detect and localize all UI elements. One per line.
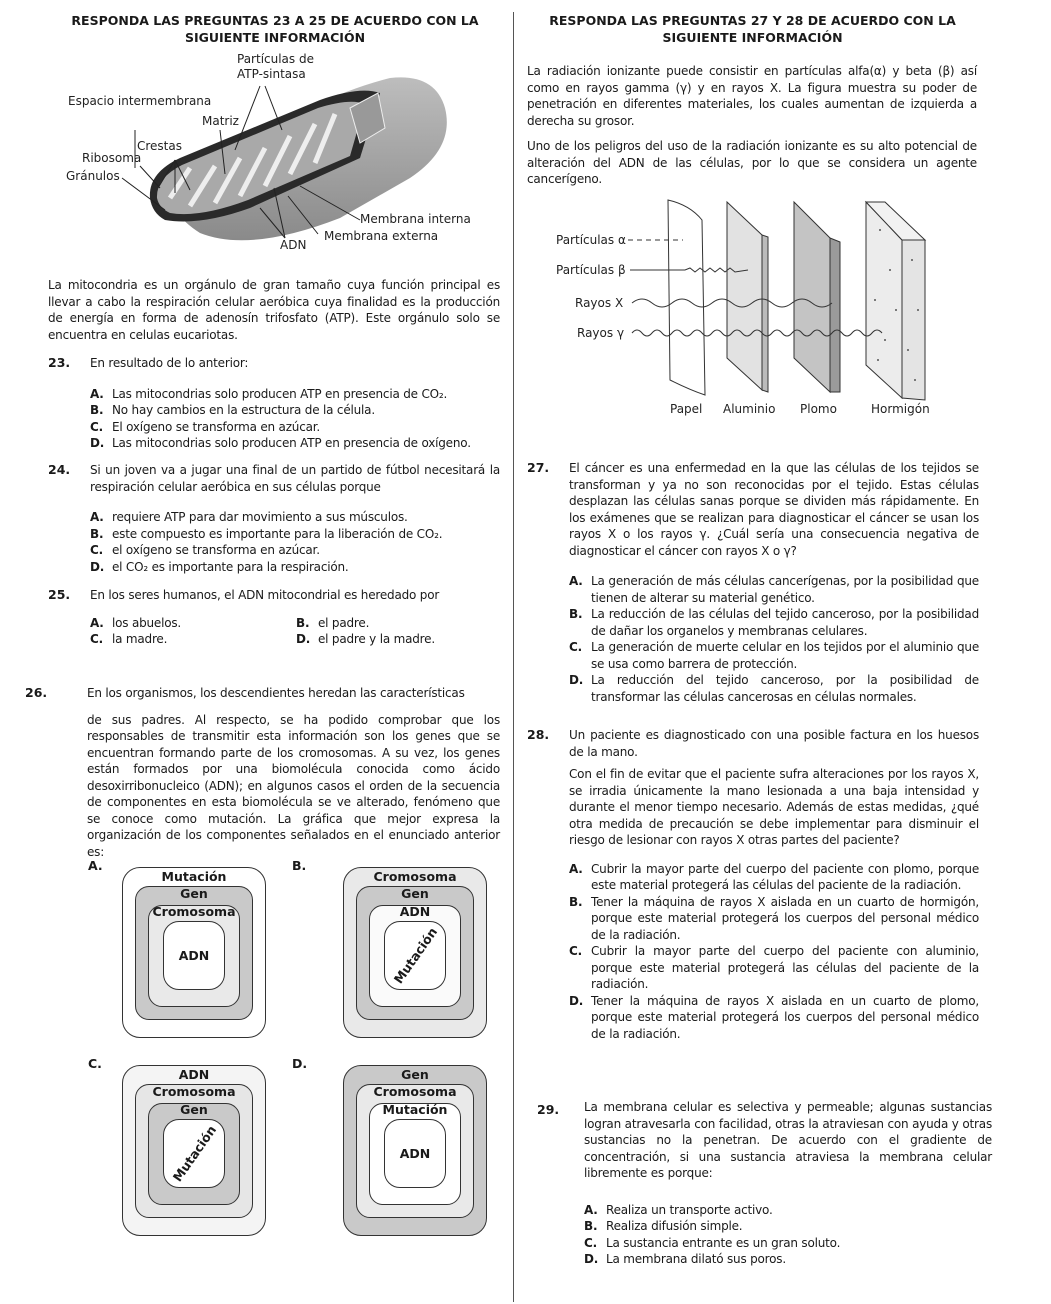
label-gamma: Rayos γ bbox=[577, 326, 625, 340]
lead-panel bbox=[794, 202, 830, 392]
level-label: Gen bbox=[401, 886, 429, 901]
header-line: RESPONDA LAS PREGUNTAS 23 A 25 DE ACUERDO CON LA bbox=[71, 13, 479, 28]
diagram-d-letter: D. bbox=[292, 1056, 308, 1071]
option-text: Tener la máquina de rayos X aislada en un cuarto de hormigón, porque este material protegerá los cuerpos del personal médico de la radiación. bbox=[591, 894, 979, 942]
option-letter: C. bbox=[569, 640, 582, 654]
option-c[interactable] bbox=[90, 631, 296, 648]
option-d[interactable] bbox=[569, 672, 979, 705]
diagram-option-d[interactable] bbox=[343, 1065, 487, 1236]
option-letter: C. bbox=[584, 1235, 597, 1250]
label-beta: Partículas β bbox=[556, 263, 626, 277]
option-text: La reducción de las células del tejido canceroso, por la posibilidad de dañar los organelos y membranas celulares. bbox=[591, 607, 979, 638]
question-number: 28. bbox=[527, 727, 550, 742]
option-text: la madre. bbox=[112, 632, 168, 646]
label-matrix: Matriz bbox=[202, 114, 239, 128]
option-a[interactable] bbox=[569, 861, 979, 894]
option-text: Realiza difusión simple. bbox=[606, 1219, 743, 1233]
question-text-continued: Con el fin de evitar que el paciente sufra alteraciones por los rayos X, se irradia únicamente la mano lesionada a una baja intensidad y durante el menor tiempo necesario. Además de estas medidas, ¿qué otra medida de precaución se debe implementar para disminuir el riesgo de lesionar con rayos X otras partes del paciente? bbox=[569, 767, 979, 847]
question-number: 24. bbox=[48, 462, 71, 477]
question-number: 25. bbox=[48, 587, 71, 602]
option-a[interactable] bbox=[569, 573, 979, 606]
option-a[interactable] bbox=[584, 1202, 992, 1219]
option-d[interactable] bbox=[296, 631, 496, 648]
option-text: este compuesto es importante para la liberación de CO₂. bbox=[112, 526, 443, 541]
label-inner-membrane: Membrana interna bbox=[360, 212, 471, 226]
option-letter: D. bbox=[90, 559, 105, 574]
label-atp-particles: Partículas de bbox=[237, 52, 314, 66]
option-letter: D. bbox=[584, 1252, 599, 1266]
question-number: 26. bbox=[25, 685, 48, 700]
diagram-option-a[interactable] bbox=[122, 867, 266, 1038]
diagram-c-letter: C. bbox=[88, 1056, 102, 1071]
label-outer-membrane: Membrana externa bbox=[324, 229, 439, 243]
question-number: 29. bbox=[537, 1102, 560, 1117]
option-d[interactable] bbox=[90, 559, 500, 576]
option-letter: A. bbox=[584, 1202, 598, 1217]
question-number: 23. bbox=[48, 355, 71, 370]
option-c[interactable] bbox=[90, 542, 500, 559]
header-line: RESPONDA LAS PREGUNTAS 27 Y 28 DE ACUERDO CON LA bbox=[549, 13, 956, 28]
diagram-b-letter: B. bbox=[292, 858, 307, 873]
column-divider bbox=[513, 12, 514, 1302]
question-27 bbox=[527, 460, 979, 705]
option-letter: D. bbox=[569, 673, 584, 687]
question-text: La membrana celular es selectiva y permeable; algunas sustancias logran atravesarla con facilidad, otras la atraviesan con ayuda y otras sustancias no la penetran. De acuerdo con el gradiente de concentración, si una sustancia atraviesa la membrana celular libremente es porque: bbox=[584, 1100, 992, 1180]
option-letter: D. bbox=[569, 993, 584, 1008]
question-25 bbox=[48, 587, 500, 648]
option-letter: C. bbox=[90, 419, 103, 434]
option-b[interactable] bbox=[90, 526, 500, 543]
option-text: El oxígeno se transforma en azúcar. bbox=[112, 419, 321, 434]
option-text: La membrana dilató sus poros. bbox=[606, 1252, 786, 1266]
mitochondria-intro: La mitocondria es un orgánulo de gran tamaño cuya función principal es llevar a cabo la respiración celular aeróbica cuya finalidad es la producción de energía en forma de adenosín trifosfato (ATP). Este orgánulo solo se encuentra en celulas eucariotas. bbox=[48, 278, 500, 342]
option-letter: C. bbox=[90, 632, 103, 646]
question-23 bbox=[48, 355, 500, 452]
option-c[interactable] bbox=[90, 419, 500, 436]
option-d[interactable] bbox=[90, 435, 500, 452]
level-label: ADN bbox=[399, 904, 431, 919]
level-label: Gen bbox=[401, 1067, 429, 1082]
label-ribosome: Ribosoma bbox=[82, 151, 142, 165]
level-label: Cromosoma bbox=[152, 904, 236, 919]
option-text: Las mitocondrias solo producen ATP en presencia de oxígeno. bbox=[112, 436, 471, 450]
question-text: En los organismos, los descendientes heredan las características bbox=[87, 686, 465, 700]
option-c[interactable] bbox=[584, 1235, 992, 1252]
option-c[interactable] bbox=[569, 943, 979, 993]
label-atp-synthase: ATP-sintasa bbox=[237, 67, 306, 81]
level-label: Mutación bbox=[382, 1102, 448, 1117]
option-b[interactable] bbox=[569, 606, 979, 639]
question-26 bbox=[25, 685, 500, 860]
option-text: los abuelos. bbox=[112, 615, 182, 630]
option-b[interactable] bbox=[296, 615, 496, 632]
option-text: Realiza un transporte activo. bbox=[606, 1202, 773, 1217]
option-b[interactable] bbox=[584, 1218, 992, 1235]
header-line: SIGUIENTE INFORMACIÓN bbox=[184, 30, 366, 45]
option-a[interactable] bbox=[90, 615, 296, 632]
option-text: el CO₂ es importante para la respiración. bbox=[112, 559, 349, 574]
option-text: el oxígeno se transforma en azúcar. bbox=[112, 543, 320, 557]
option-d[interactable] bbox=[569, 993, 979, 1043]
option-letter: C. bbox=[90, 543, 103, 557]
option-text: el padre. bbox=[318, 615, 370, 630]
header-line: SIGUIENTE INFORMACIÓN bbox=[662, 30, 843, 45]
question-24 bbox=[48, 462, 500, 575]
option-text: Tener la máquina de rayos X aislada en un cuarto de plomo, porque este material protegerá los cuerpos del personal médico de la radiación. bbox=[591, 993, 979, 1041]
option-text: requiere ATP para dar movimiento a sus músculos. bbox=[112, 510, 408, 524]
option-a[interactable] bbox=[90, 509, 500, 526]
option-text: La generación de muerte celular en los tejidos por el aluminio que se usa como barrera de protección. bbox=[591, 640, 979, 671]
option-d[interactable] bbox=[584, 1251, 992, 1268]
label-paper: Papel bbox=[670, 402, 703, 416]
question-text-continued: de sus padres. Al respecto, se ha podido comprobar que los responsables de transmitir esta información son los genes que se encuentran formando parte de los cromosomas. A su vez, los genes están formados por una biomolécula conocida como ácido desoxirribonucleico (ADN); en algunos casos el orden de la secuencia de componentes en esta biomolécula se ve alterado, fenómeno que se conoce como mutación. La gráfica que mejor expresa la organización de los componentes señalados en el enunciado anterior es: bbox=[87, 712, 500, 859]
diagram-option-c[interactable] bbox=[122, 1065, 266, 1236]
level-label: Mutación bbox=[169, 1122, 219, 1185]
label-concrete: Hormigón bbox=[871, 402, 930, 416]
label-intermembrane-space: Espacio intermembrana bbox=[68, 94, 212, 108]
option-letter: B. bbox=[569, 894, 583, 909]
label-aluminium: Aluminio bbox=[723, 402, 776, 416]
option-letter: A. bbox=[569, 574, 583, 588]
option-text: La generación de más células cancerígenas, por la posibilidad que tienen de alterar su material genético. bbox=[591, 574, 979, 605]
option-a[interactable] bbox=[90, 386, 500, 403]
option-letter: C. bbox=[569, 944, 582, 958]
label-cristae: Crestas bbox=[137, 139, 182, 153]
level-label: Cromosoma bbox=[373, 869, 457, 884]
option-c[interactable] bbox=[569, 639, 979, 672]
level-label: Cromosoma bbox=[152, 1084, 236, 1099]
option-text: La reducción del tejido canceroso, por la posibilidad de transformar las células cancerosas en células normales. bbox=[591, 673, 979, 704]
level-label: Mutación bbox=[161, 869, 227, 884]
question-text: En resultado de lo anterior: bbox=[90, 356, 249, 370]
level-label: Gen bbox=[180, 1102, 208, 1117]
mitochondria-diagram bbox=[60, 48, 500, 258]
radiation-intro: La radiación ionizante puede consistir en partículas alfa(α) y beta (β) así como en rayos gamma (γ) y en rayos X. La figura muestra su poder de penetración en diferentes materiales, los cuales aumentan de izquierda a derecha su grosor. bbox=[527, 64, 977, 128]
option-letter: A. bbox=[569, 861, 583, 876]
question-text: Si un joven va a jugar una final de un partido de fútbol necesitará la respiración celular aeróbica en sus células porque bbox=[90, 463, 500, 494]
question-number: 27. bbox=[527, 460, 550, 475]
label-xrays: Rayos X bbox=[575, 296, 624, 310]
option-letter: A. bbox=[90, 510, 104, 524]
option-letter: B. bbox=[90, 403, 104, 417]
left-section-header bbox=[55, 12, 495, 46]
right-section-header bbox=[525, 12, 980, 46]
option-text: Cubrir la mayor parte del cuerpo del paciente con plomo, porque este material protegerá las células del paciente de la radiación. bbox=[591, 861, 979, 892]
option-text: Las mitocondrias solo producen ATP en presencia de CO₂. bbox=[112, 386, 448, 401]
level-label: Mutación bbox=[390, 924, 440, 987]
level-label: Cromosoma bbox=[373, 1084, 457, 1099]
question-text: El cáncer es una enfermedad en la que las células de los tejidos se transforman y ya no son reconocidas por el tejido. Estas células desplazan las células sanas porque se dividen más rápidamente. En los exámenes que se realizan para diagnosticar el cáncer se usan los rayos X o los rayos γ. ¿Cuál sería una consecuencia negativa de diagnosticar el cáncer con rayos X o γ? bbox=[569, 461, 979, 558]
option-letter: B. bbox=[584, 1219, 598, 1233]
question-28 bbox=[527, 727, 979, 1042]
radiation-penetration-diagram bbox=[540, 190, 960, 420]
level-label: ADN bbox=[399, 1146, 431, 1161]
label-granules: Gránulos bbox=[66, 169, 120, 183]
level-label: Gen bbox=[180, 886, 208, 901]
diagram-option-b[interactable] bbox=[343, 867, 487, 1038]
option-text: No hay cambios en la estructura de la célula. bbox=[112, 403, 375, 417]
question-29 bbox=[537, 1099, 992, 1268]
option-letter: B. bbox=[569, 607, 583, 621]
option-letter: A. bbox=[90, 615, 104, 630]
paper-panel bbox=[668, 200, 705, 395]
option-text: La sustancia entrante es un gran soluto. bbox=[606, 1235, 841, 1250]
option-text: Cubrir la mayor parte del cuerpo del paciente con aluminio, porque este material protegerá las células del paciente de la radiación. bbox=[591, 944, 979, 991]
option-letter: D. bbox=[296, 632, 311, 646]
radiation-danger: Uno de los peligros del uso de la radiación ionizante es su alto potencial de alteración del ADN de las células, por lo que se considera un agente cancerígeno. bbox=[527, 139, 977, 186]
question-text: Un paciente es diagnosticado con una posible factura en los huesos de la mano. bbox=[569, 728, 979, 759]
aluminium-panel bbox=[727, 202, 762, 390]
option-text: el padre y la madre. bbox=[318, 632, 435, 646]
question-text: En los seres humanos, el ADN mitocondrial es heredado por bbox=[90, 588, 440, 602]
level-label: ADN bbox=[178, 1067, 210, 1082]
option-letter: A. bbox=[90, 386, 104, 401]
option-b[interactable] bbox=[569, 894, 979, 944]
diagram-a-letter: A. bbox=[88, 858, 103, 873]
level-label: ADN bbox=[178, 948, 210, 963]
label-lead: Plomo bbox=[800, 402, 837, 416]
option-b[interactable] bbox=[90, 402, 500, 419]
label-alpha: Partículas α bbox=[556, 233, 626, 247]
label-dna: ADN bbox=[280, 238, 307, 252]
option-letter: D. bbox=[90, 436, 105, 450]
option-letter: B. bbox=[90, 526, 104, 541]
option-letter: B. bbox=[296, 615, 310, 630]
